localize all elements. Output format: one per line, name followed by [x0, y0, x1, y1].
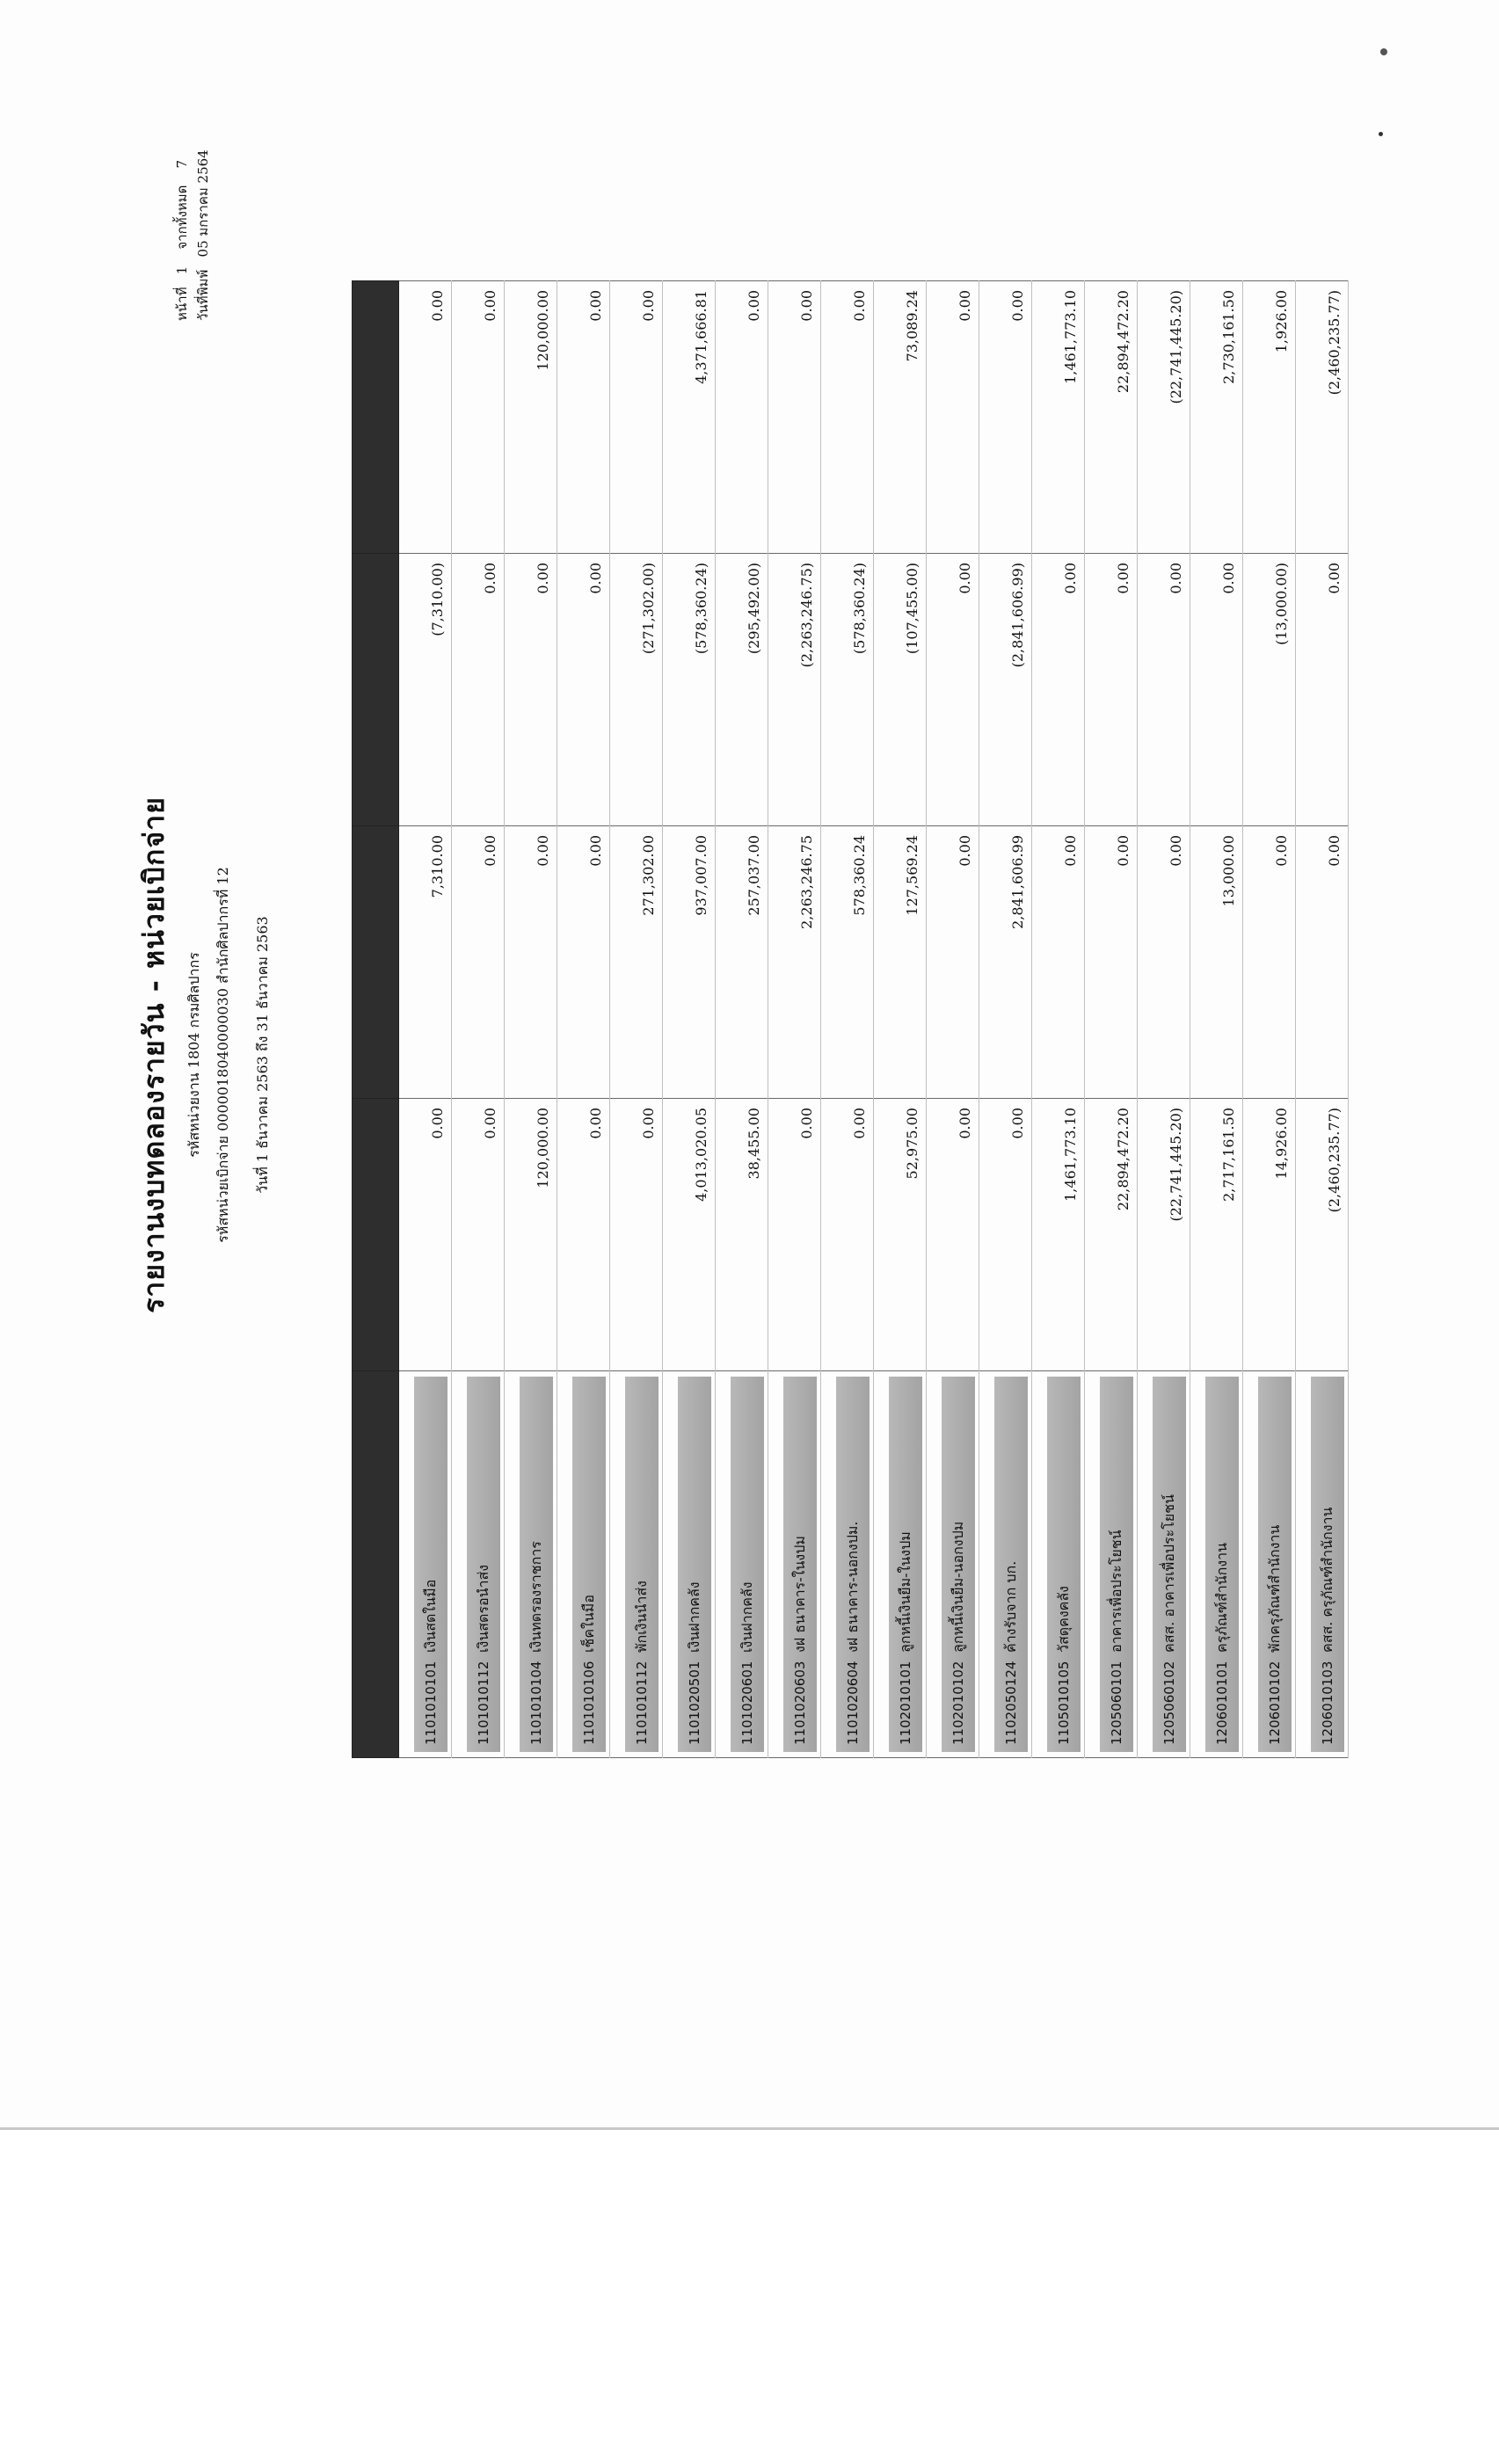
account-band [467, 1377, 500, 1752]
account-code: 1101010112 [634, 1661, 650, 1745]
credit-cell: 0.00 [452, 554, 505, 826]
disbursement-line: รหัสหน่วยเบิกจ่าย 0000018040000030 สำนักศิลปากรที่ 12 [215, 867, 231, 1243]
account-cell [505, 1371, 557, 1758]
credit-cell: (578,360.24) [663, 554, 716, 826]
balance-cell: 0.00 [557, 281, 610, 554]
account-band [1311, 1377, 1344, 1752]
account-name: งฝ ธนาคาร-นอกงปม. [844, 1521, 861, 1653]
brought-forward-cell: 0.00 [979, 1099, 1032, 1371]
brought-forward-cell: (22,741,445.20) [1138, 1099, 1190, 1371]
account-band [889, 1377, 922, 1752]
debit-cell: 578,360.24 [821, 826, 874, 1099]
account-cell [821, 1371, 874, 1758]
table-row [1085, 281, 1138, 1758]
account-band [783, 1377, 817, 1752]
account-code: 1101020501 [687, 1661, 702, 1745]
account-name: เงินสดในมือ [422, 1579, 439, 1653]
print-date: 05 มกราคม 2564 [195, 149, 211, 258]
account-band [625, 1377, 659, 1752]
balance-cell: 1,926.00 [1243, 281, 1296, 554]
account-name: อาคารเพื่อประโยชน์ [1108, 1530, 1124, 1653]
table-row [1243, 281, 1296, 1758]
balance-cell: 0.00 [768, 281, 821, 554]
account-code: 1206010102 [1267, 1661, 1283, 1745]
credit-cell: (7,310.00) [399, 554, 452, 826]
account-code: 1205060101 [1109, 1661, 1124, 1745]
account-code: 1205060102 [1161, 1661, 1177, 1745]
account-band [1258, 1377, 1292, 1752]
brought-forward-cell: 0.00 [452, 1099, 505, 1371]
credit-cell: (2,841,606.99) [979, 554, 1032, 826]
debit-cell: 0.00 [1296, 826, 1349, 1099]
print-date-line [193, 149, 214, 321]
debit-cell: 0.00 [452, 826, 505, 1099]
brought-forward-cell: 1,461,773.10 [1032, 1099, 1085, 1371]
account-cell [1243, 1371, 1296, 1758]
table-row [452, 281, 505, 1758]
credit-cell: (13,000.00) [1243, 554, 1296, 826]
brought-forward-cell: 38,455.00 [716, 1099, 768, 1371]
table-row [1138, 281, 1190, 1758]
account-name: วัสดุคงคลัง [1055, 1586, 1072, 1653]
account-band [520, 1377, 553, 1752]
brought-forward-cell: 14,926.00 [1243, 1099, 1296, 1371]
debit-cell: 0.00 [1032, 826, 1085, 1099]
debit-cell: 0.00 [1243, 826, 1296, 1099]
page-number: 1 [174, 265, 190, 275]
account-code: 1101010101 [423, 1661, 439, 1745]
account-name: ลูกหนี้เงินยืม-ในงปม [897, 1531, 913, 1653]
account-code: 1101010104 [528, 1661, 544, 1745]
balance-cell: 2,730,161.50 [1190, 281, 1243, 554]
balance-cell: 0.00 [452, 281, 505, 554]
account-code: 1101010112 [476, 1661, 491, 1745]
debit-cell: 0.00 [927, 826, 979, 1099]
credit-cell: (295,492.00) [716, 554, 768, 826]
table-row [1032, 281, 1085, 1758]
debit-cell: 0.00 [505, 826, 557, 1099]
account-cell [452, 1371, 505, 1758]
balance-cell: (22,741,445.20) [1138, 281, 1190, 554]
account-cell [768, 1371, 821, 1758]
account-band [414, 1377, 448, 1752]
report-title: รายงานงบทดลองรายวัน - หน่วยเบิกจ่าย [137, 796, 171, 1313]
column-header-credit [353, 554, 399, 826]
date-range: วันที่ 1 ธันวาคม 2563 ถึง 31 ธันวาคม 2563 [254, 916, 271, 1194]
debit-cell: 13,000.00 [1190, 826, 1243, 1099]
page-label: หน้าที่ [174, 287, 190, 321]
balance-cell: 0.00 [716, 281, 768, 554]
column-header-brought-forward [353, 1099, 399, 1371]
account-band [836, 1377, 870, 1752]
account-cell [610, 1371, 663, 1758]
credit-cell: (107,455.00) [874, 554, 927, 826]
account-cell [1085, 1371, 1138, 1758]
brought-forward-cell: 120,000.00 [505, 1099, 557, 1371]
debit-cell: 127,569.24 [874, 826, 927, 1099]
account-code: 1105010105 [1056, 1661, 1072, 1745]
debit-cell: 257,037.00 [716, 826, 768, 1099]
table-row [927, 281, 979, 1758]
table-row [1296, 281, 1349, 1758]
debit-cell: 937,007.00 [663, 826, 716, 1099]
table-row [610, 281, 663, 1758]
account-cell [399, 1371, 452, 1758]
page-number-line [171, 149, 193, 321]
account-cell [1296, 1371, 1349, 1758]
table-row [768, 281, 821, 1758]
account-name: ครุภัณฑ์สำนักงาน [1213, 1542, 1230, 1653]
account-name: คสส. ครุภัณฑ์สำนักงาน [1319, 1507, 1335, 1653]
credit-cell: 0.00 [1032, 554, 1085, 826]
balance-cell: 120,000.00 [505, 281, 557, 554]
table-row [663, 281, 716, 1758]
credit-cell: 0.00 [505, 554, 557, 826]
account-band [1153, 1377, 1186, 1752]
table-row [821, 281, 874, 1758]
table-row [716, 281, 768, 1758]
credit-cell: (271,302.00) [610, 554, 663, 826]
credit-cell: 0.00 [1085, 554, 1138, 826]
account-cell [663, 1371, 716, 1758]
debit-cell: 7,310.00 [399, 826, 452, 1099]
account-cell [979, 1371, 1032, 1758]
credit-cell: 0.00 [927, 554, 979, 826]
total-pages: 7 [174, 159, 190, 169]
account-cell [1138, 1371, 1190, 1758]
table-body [399, 281, 1349, 1758]
account-name: ลูกหนี้เงินยืม-นอกงปม [950, 1521, 966, 1653]
trial-balance-table [352, 280, 1349, 1758]
account-code: 1206010103 [1320, 1661, 1335, 1745]
brought-forward-cell: 2,717,161.50 [1190, 1099, 1243, 1371]
account-name: เงินฝากคลัง [739, 1581, 755, 1653]
brought-forward-cell: 0.00 [768, 1099, 821, 1371]
debit-cell: 0.00 [1138, 826, 1190, 1099]
account-cell [874, 1371, 927, 1758]
account-band [1205, 1377, 1239, 1752]
account-name: ค้างรับจาก บก. [1002, 1560, 1019, 1653]
balance-cell: 22,894,472.20 [1085, 281, 1138, 554]
account-name: พักเงินนำส่ง [633, 1581, 650, 1653]
account-code: 1101010106 [581, 1661, 597, 1745]
account-band [731, 1377, 764, 1752]
table-header-row [353, 281, 399, 1758]
account-band [1100, 1377, 1133, 1752]
account-code: 1206010101 [1214, 1661, 1230, 1745]
balance-cell: 0.00 [821, 281, 874, 554]
column-header-account [353, 1371, 399, 1758]
debit-cell: 0.00 [557, 826, 610, 1099]
account-name: เงินทดรองราชการ [528, 1541, 544, 1653]
account-cell [927, 1371, 979, 1758]
account-code: 1102010102 [950, 1661, 966, 1745]
account-name: พักครุภัณฑ์สำนักงาน [1266, 1524, 1283, 1653]
print-date-label: วันที่พิมพ์ [195, 269, 211, 321]
account-band [1047, 1377, 1081, 1752]
credit-cell: (2,263,246.75) [768, 554, 821, 826]
balance-cell: 0.00 [927, 281, 979, 554]
brought-forward-cell: 0.00 [927, 1099, 979, 1371]
table-row [505, 281, 557, 1758]
table-row [1190, 281, 1243, 1758]
table-row [979, 281, 1032, 1758]
credit-cell: 0.00 [1138, 554, 1190, 826]
account-cell [1190, 1371, 1243, 1758]
credit-cell: (578,360.24) [821, 554, 874, 826]
credit-cell: 0.00 [1190, 554, 1243, 826]
account-code: 1102050124 [1003, 1661, 1019, 1745]
account-code: 1102010101 [898, 1661, 913, 1745]
balance-cell: 0.00 [979, 281, 1032, 554]
brought-forward-cell: 22,894,472.20 [1085, 1099, 1138, 1371]
account-name: งฝ ธนาคาร-ในงปม [791, 1536, 808, 1653]
agency-line: รหัสหน่วยงาน 1804 กรมศิลปากร [186, 952, 202, 1158]
brought-forward-cell: (2,460,235.77) [1296, 1099, 1349, 1371]
column-header-debit [353, 826, 399, 1099]
balance-cell: 1,461,773.10 [1032, 281, 1085, 554]
account-code: 1101020604 [845, 1661, 861, 1745]
brought-forward-cell: 4,013,020.05 [663, 1099, 716, 1371]
table-row [399, 281, 452, 1758]
brought-forward-cell: 0.00 [557, 1099, 610, 1371]
account-name: เงินฝากคลัง [686, 1581, 702, 1653]
balance-cell: 0.00 [610, 281, 663, 554]
column-header-balance [353, 281, 399, 554]
credit-cell: 0.00 [1296, 554, 1349, 826]
balance-cell: 0.00 [399, 281, 452, 554]
debit-cell: 2,841,606.99 [979, 826, 1032, 1099]
account-cell [557, 1371, 610, 1758]
balance-cell: (2,460,235.77) [1296, 281, 1349, 554]
table-row [557, 281, 610, 1758]
account-name: คสส. อาคารเพื่อประโยชน์ [1161, 1494, 1177, 1653]
credit-cell: 0.00 [557, 554, 610, 826]
total-pages-label: จากทั้งหมด [174, 185, 190, 250]
brought-forward-cell: 0.00 [821, 1099, 874, 1371]
account-band [942, 1377, 975, 1752]
brought-forward-cell: 0.00 [399, 1099, 452, 1371]
account-code: 1101020601 [739, 1661, 755, 1745]
brought-forward-cell: 52,975.00 [874, 1099, 927, 1371]
brought-forward-cell: 0.00 [610, 1099, 663, 1371]
debit-cell: 0.00 [1085, 826, 1138, 1099]
table-row [874, 281, 927, 1758]
account-band [994, 1377, 1028, 1752]
account-band [678, 1377, 711, 1752]
account-code: 1101020603 [792, 1661, 808, 1745]
account-name: เช็คในมือ [580, 1595, 597, 1653]
account-band [572, 1377, 606, 1752]
debit-cell: 271,302.00 [610, 826, 663, 1099]
account-cell [1032, 1371, 1085, 1758]
debit-cell: 2,263,246.75 [768, 826, 821, 1099]
page-info [171, 149, 214, 321]
account-name: เงินสดรอนำส่ง [475, 1564, 491, 1653]
account-cell [716, 1371, 768, 1758]
balance-cell: 73,089.24 [874, 281, 927, 554]
balance-cell: 4,371,666.81 [663, 281, 716, 554]
